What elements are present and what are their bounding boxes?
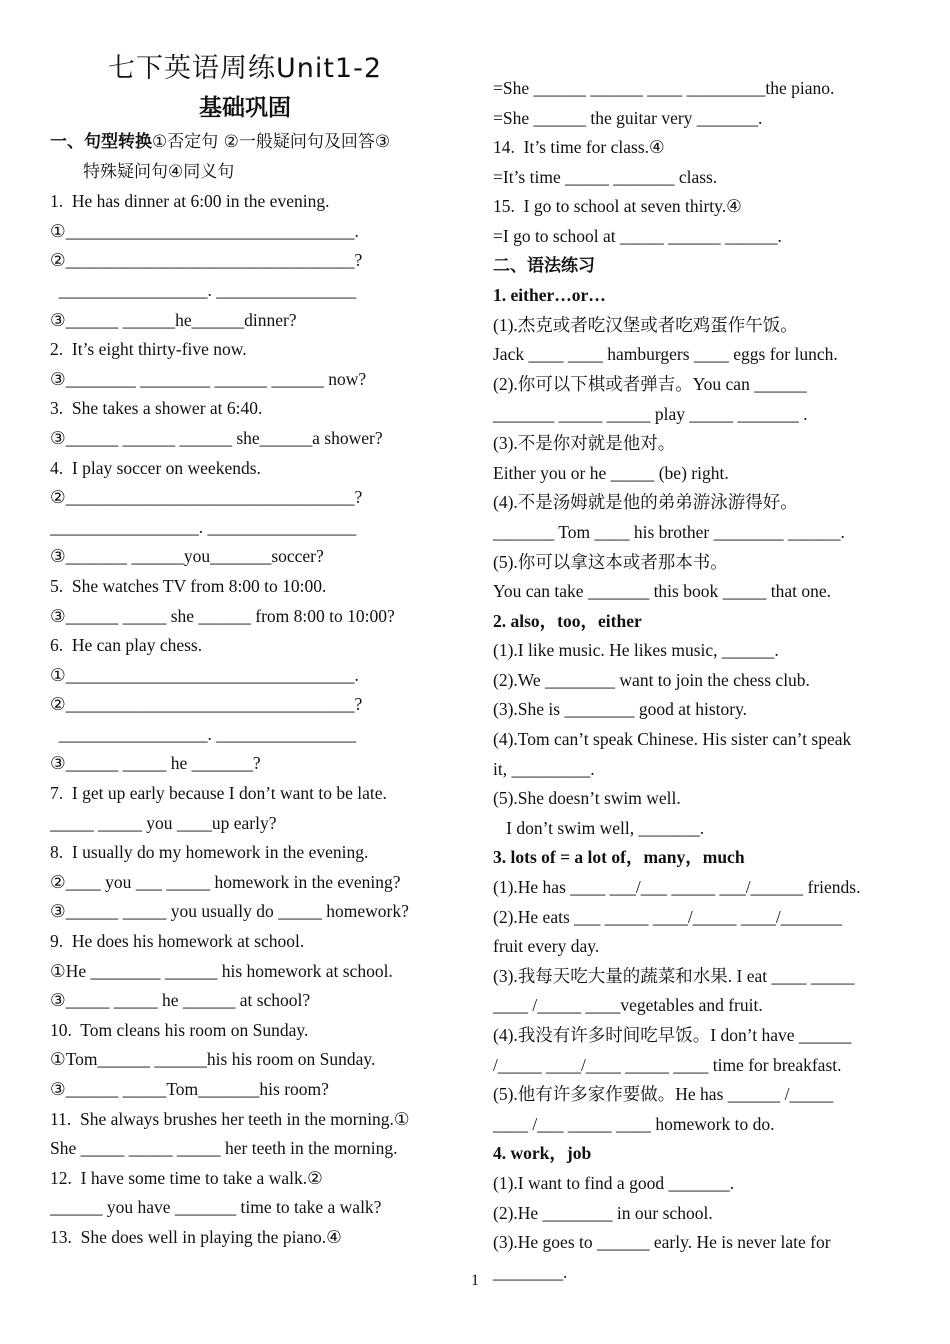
exercise-line: (4).Tom can’t speak Chinese. His sister can’t speak <box>493 729 852 750</box>
section-1-note-continued: 特殊疑问句④同义句 <box>83 161 235 182</box>
exercise-line: =She ______ the guitar very _______. <box>493 107 763 128</box>
exercise-line: (5).She doesn’t swim well. <box>493 788 681 809</box>
exercise-line: 4. I play soccer on weekends. <box>50 457 261 478</box>
exercise-line: (5).你可以拿这本或者那本书。 <box>493 551 728 572</box>
exercise-line: ②_________________________________? <box>50 487 363 508</box>
exercise-line: (4).我没有许多时间吃早饭。I don’t have ______ <box>493 1025 852 1045</box>
exercise-line: (4).不是汤姆就是他的弟弟游泳游得好。 <box>493 492 798 513</box>
exercise-line: (5).他有许多家作要做。He has ______ /_____ <box>493 1084 834 1105</box>
exercise-line: (1).I like music. He likes music, ______. <box>493 640 779 661</box>
exercise-line: 8. I usually do my homework in the evening. <box>50 842 369 863</box>
exercise-line: ③_____ _____ he ______ at school? <box>50 990 311 1011</box>
exercise-line: ①_________________________________. <box>50 220 359 241</box>
exercise-line: Jack ____ ____ hamburgers ____ eggs for lunch. <box>493 344 838 365</box>
exercise-line: _________________. _________________ <box>50 516 357 537</box>
right-column <box>493 74 913 1287</box>
page-number: 1 <box>471 1272 479 1289</box>
exercise-line: (2).We ________ want to join the chess club. <box>493 669 810 690</box>
topic-heading: 4. work，job <box>493 1143 592 1164</box>
exercise-line: _______ Tom ____ his brother ________ ______. <box>493 521 845 542</box>
exercise-line: ______ you have _______ time to take a walk? <box>50 1197 382 1218</box>
exercise-line: ____ /_____ ____vegetables and fruit. <box>493 995 763 1016</box>
exercise-line: 11. She always brushes her teeth in the morning.① <box>50 1108 410 1129</box>
exercise-line: 5. She watches TV from 8:00 to 10:00. <box>50 575 327 596</box>
exercise-line: =I go to school at _____ ______ ______. <box>493 225 782 246</box>
exercise-line: =It’s time _____ _______ class. <box>493 166 718 187</box>
exercise-line: ①He ________ ______ his homework at school. <box>50 960 393 981</box>
exercise-line: (3).He goes to ______ early. He is never late for <box>493 1232 831 1253</box>
section-1-note: ①否定句 ②一般疑问句及回答③ <box>152 132 391 152</box>
section-2-heading: 二、语法练习 <box>493 255 595 276</box>
exercise-line: =She ______ ______ ____ _________the piano. <box>493 78 835 98</box>
topic-heading: 1. either…or… <box>493 285 606 306</box>
exercise-line: _________________. ________________ <box>50 279 357 300</box>
exercise-line: ①_________________________________. <box>50 664 359 685</box>
exercise-line: ③______ ______he______dinner? <box>50 309 297 330</box>
exercise-line: (3).我每天吃大量的蔬菜和水果. I eat ____ _____ <box>493 965 855 986</box>
exercise-line: (3).She is ________ good at history. <box>493 699 748 720</box>
exercise-line: 14. It’s time for class.④ <box>493 137 665 158</box>
exercise-line: ③______ _____ she ______ from 8:00 to 10:00? <box>50 605 395 626</box>
exercise-line: ②_________________________________? <box>50 250 363 271</box>
section-1-title: 一、句型转换 <box>50 132 152 152</box>
exercise-line: ①Tom______ ______his his room on Sunday. <box>50 1049 376 1070</box>
exercise-line: ②_________________________________? <box>50 694 363 715</box>
section-1-heading <box>50 128 460 158</box>
exercise-line: (3).不是你对就是他对。 <box>493 433 676 454</box>
exercise-line: She _____ _____ _____ her teeth in the morning. <box>50 1138 398 1159</box>
page-subtitle: 基础巩固 <box>199 95 291 121</box>
exercise-line: 6. He can play chess. <box>50 635 203 656</box>
topic-heading: 3. lots of = a lot of，many，much <box>493 847 745 868</box>
exercise-line: 1. He has dinner at 6:00 in the evening. <box>50 191 330 212</box>
exercise-line: (1).He has ____ ___/___ _____ ___/______ friends. <box>493 877 861 898</box>
exercise-line: (2).He eats ___ _____ ____/_____ ____/_______ <box>493 906 842 927</box>
exercise-line: _____ _____ you ____up early? <box>50 812 277 833</box>
exercise-line: fruit every day. <box>493 936 600 957</box>
exercise-line: ③______ _____Tom_______his room? <box>50 1079 329 1099</box>
exercise-line: 12. I have some time to take a walk.② <box>50 1167 323 1188</box>
exercise-line: ________. <box>493 1261 568 1282</box>
exercise-line: _________________. ________________ <box>50 723 357 744</box>
exercise-line: _______ _____ _____ play _____ _______ . <box>493 403 808 424</box>
exercise-line: ②____ you ___ _____ homework in the evening? <box>50 871 401 892</box>
exercise-line: 10. Tom cleans his room on Sunday. <box>50 1019 309 1040</box>
exercise-line: 9. He does his homework at school. <box>50 931 305 952</box>
exercise-line: I don’t swim well, _______. <box>493 817 705 838</box>
exercise-line: (1).I want to find a good _______. <box>493 1172 735 1193</box>
topic-heading: 2. also，too，either <box>493 610 642 631</box>
exercise-line: ③______ ______ ______ she______a shower? <box>50 427 383 448</box>
exercise-line: it, _________. <box>493 758 595 779</box>
exercise-line: (2).He ________ in our school. <box>493 1202 713 1223</box>
exercise-line: ③________ ________ ______ ______ now? <box>50 368 367 389</box>
exercise-line: (1).杰克或者吃汉堡或者吃鸡蛋作午饭。 <box>493 314 798 335</box>
exercise-line: (2).你可以下棋或者弹吉。You can ______ <box>493 373 807 394</box>
left-column <box>50 50 460 1253</box>
exercise-line: Either you or he _____ (be) right. <box>493 462 729 483</box>
exercise-line: 2. It’s eight thirty-five now. <box>50 339 247 360</box>
exercise-line: 15. I go to school at seven thirty.④ <box>493 196 742 217</box>
exercise-line: /_____ ____/____ _____ ____ time for breakfast. <box>493 1054 842 1075</box>
exercise-line: You can take _______ this book _____ that one. <box>493 581 831 602</box>
exercise-line: 3. She takes a shower at 6:40. <box>50 398 263 419</box>
exercise-line: ____ /___ _____ ____ homework to do. <box>493 1113 775 1134</box>
exercise-line: ③_______ ______you_______soccer? <box>50 546 324 567</box>
exercise-line: ③______ _____ he _______? <box>50 753 261 774</box>
exercise-line: 13. She does well in playing the piano.④ <box>50 1226 342 1247</box>
page-title: 七下英语周练Unit1-2 <box>107 53 383 84</box>
exercise-line: 7. I get up early because I don’t want to be late. <box>50 783 387 804</box>
exercise-line: ③______ _____ you usually do _____ homework? <box>50 901 409 922</box>
